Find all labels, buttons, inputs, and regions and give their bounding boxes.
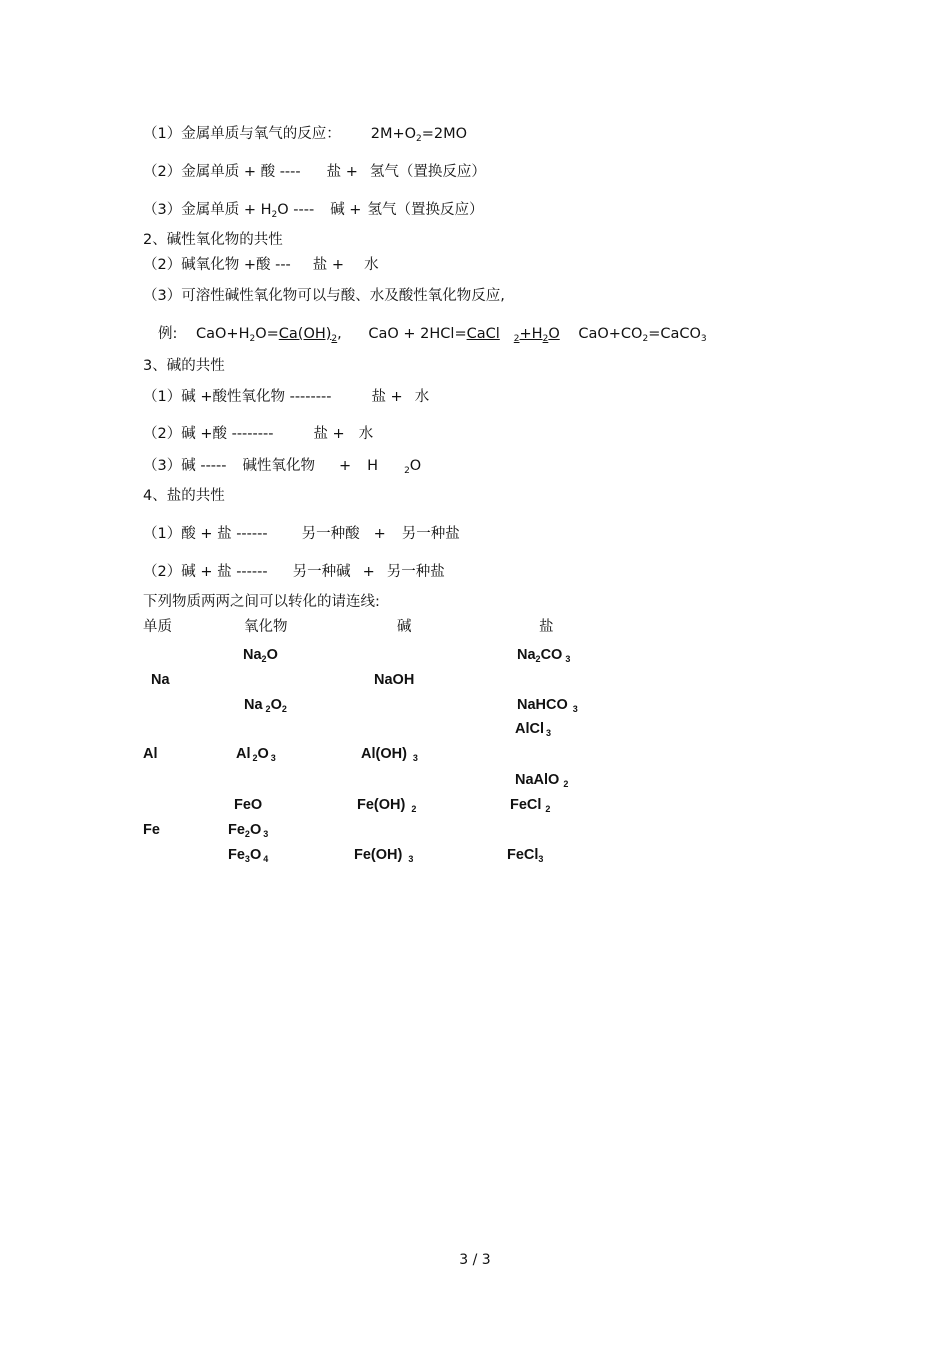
compound-feoh3[interactable]: Fe(OH) $_3$ [354,847,414,864]
rule-metal-water: （3）金属单质 + $H_2O$ ---- 碱 + 氢气（置换反应） [143,202,484,220]
compound-na2o[interactable]: $Na_2O$ [243,647,278,664]
column-header-oxide: 氧化物 [244,619,288,635]
rule-base-salt: （2）碱 + 盐 ------ 另一种碱 + 另一种盐 [143,564,445,580]
rule-base-acidic-oxide: （1）碱 +酸性氧化物 -------- 盐 + 水 [143,389,430,405]
column-header-salt: 盐 [539,619,554,635]
compound-fecl2[interactable]: FeCl $_2$ [510,797,551,814]
connect-instruction: 下列物质两两之间可以转化的请连线: [143,594,380,610]
element-fe[interactable]: Fe [143,822,160,838]
rule-base-decompose: （3）碱 ----- 碱性氧化物 + H $_2$O [143,458,422,476]
compound-al2o3[interactable]: Al $_2$O $_3$ [236,746,276,763]
compound-naalo2[interactable]: NaAlO $_2$ [515,772,569,789]
rule-base-acid: （2）碱 +酸 -------- 盐 + 水 [143,426,374,442]
element-na[interactable]: Na [151,672,170,688]
equation-2m-o2: $2M+O_2=2MO$ [370,126,468,144]
example-equations [158,325,707,348]
rule-metal-oxygen [143,125,467,148]
compound-feo[interactable]: FeO [234,797,263,813]
column-header-base: 碱 [397,619,412,635]
column-header-element: 单质 [143,619,172,635]
rule-acid-salt: （1）酸 + 盐 ------ 另一种酸 + 另一种盐 [143,526,460,542]
compound-fe3o4[interactable]: $Fe_3O$ $_4$ [228,847,269,864]
compound-na2co3[interactable]: $Na_2CO$ $_3$ [517,647,571,664]
equation-cao-hcl: CaO + 2HCl=CaCl $_2+H_2O$ [368,326,560,344]
compound-nahco3[interactable]: NaHCO $_3$ [517,697,578,714]
compound-naoh[interactable]: NaOH [374,672,415,688]
compound-fecl3[interactable]: FeCl$_3$ [507,847,544,864]
rule-metal-acid: （2）金属单质 + 酸 ---- 盐 + 氢气（置换反应） [143,164,486,180]
equation-cao-water: $CaO+H_2O=Ca(OH)_2$, [196,326,342,344]
section-title-base: 3、碱的共性 [143,358,225,374]
section-title-salt: 4、盐的共性 [143,488,225,504]
compound-feoh2[interactable]: Fe(OH) $_2$ [357,797,417,814]
rule-text: （1）金属单质与氧气的反应： [143,126,341,142]
compound-fe2o3[interactable]: $Fe_2O$ $_3$ [228,822,269,839]
page-number: 3 / 3 [459,1252,491,1268]
compound-aloh3[interactable]: Al(OH) $_3$ [361,746,418,763]
section-title-basic-oxide: 2、碱性氧化物的共性 [143,232,283,248]
element-al[interactable]: Al [143,746,158,762]
rule-basic-oxide-acid: （2）碱氧化物 +酸 --- 盐 + 水 [143,257,379,273]
rule-soluble-basic-oxide: （3）可溶性碱性氧化物可以与酸、水及酸性氧化物反应, [143,288,505,304]
example-label: 例: [158,326,178,342]
equation-cao-co2: $CaO+CO_2=CaCO_3$ [578,326,707,344]
compound-alcl3[interactable]: AlCl $_3$ [515,721,552,738]
compound-na2o2[interactable]: Na $_2O_2$ [244,697,287,714]
